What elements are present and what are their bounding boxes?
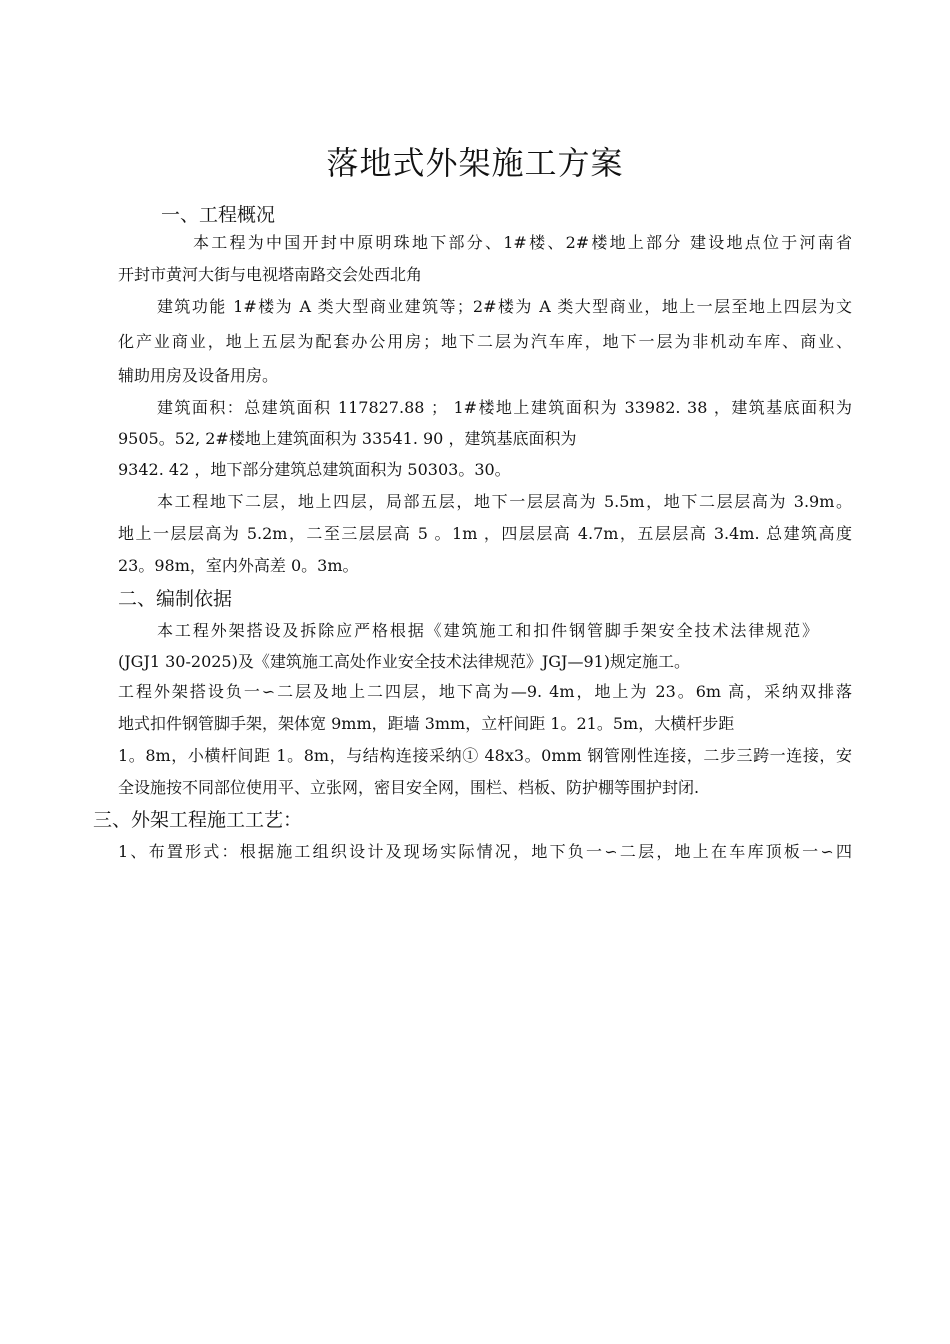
paragraph-line: 化产业商业，地上五层为配套办公用房；地下二层为汽车库，地下一层为非机动车库、商业、 xyxy=(118,332,852,351)
paragraph-line: 建筑功能 1#楼为 A 类大型商业建筑等；2#楼为 A 类大型商业，地上一层至地上四层为文 xyxy=(157,297,852,316)
section-heading-overview: 一、工程概况 xyxy=(161,204,276,226)
paragraph-line: 23。98m，室内外高差 0。3m。 xyxy=(118,556,359,575)
paragraph-line: 本工程为中国开封中原明珠地下部分、1#楼、2#楼地上部分 建设地点位于河南省 xyxy=(193,233,852,252)
paragraph-line: 9342. 42 ，地下部分建筑总建筑面积为 50303。30。 xyxy=(118,460,511,479)
paragraph-line: 9505。52, 2#楼地上建筑面积为 33541. 90 ，建筑基底面积为 xyxy=(118,429,577,448)
paragraph-line: 全设施按不同部位使用平、立张网，密目安全网，围栏、档板、防护棚等围护封闭. xyxy=(118,778,700,797)
paragraph-line: (JGJ1 30-2025)及《建筑施工高处作业安全技术法律规范》JGJ—91)规定施工。 xyxy=(118,652,691,671)
document-title: 落地式外架施工方案 xyxy=(326,144,624,182)
paragraph-line: 地上一层层高为 5.2m，二至三层层高 5 。1m ，四层层高 4.7m，五层层高 3.4m. 总建筑高度 xyxy=(118,524,852,543)
section-heading-basis: 二、编制依据 xyxy=(118,588,233,610)
paragraph-line: 辅助用房及设备用房。 xyxy=(118,366,279,385)
paragraph-line: 建筑面积：总建筑面积 117827.88 ； 1#楼地上建筑面积为 33982. 38 ，建筑基底面积为 xyxy=(157,398,852,417)
paragraph-line: 1。8m，小横杆间距 1。8m，与结构连接采纳① 48x3。0mm 钢管刚性连接，二步三跨一连接，安 xyxy=(118,746,852,765)
paragraph-line: 1、布置形式：根据施工组织设计及现场实际情况，地下负一∽二层，地上在车库顶板一∽四 xyxy=(118,842,852,861)
paragraph-line: 地式扣件钢管脚手架，架体宽 9mm，距墙 3mm，立杆间距 1。21。5m，大横杆步距 xyxy=(118,714,735,733)
paragraph-line: 开封市黄河大街与电视塔南路交会处西北角 xyxy=(118,265,423,284)
paragraph-line: 本工程外架搭设及拆除应严格根据《建筑施工和扣件钢管脚手架安全技术法律规范》 xyxy=(157,621,818,640)
section-heading-process: 三、外架工程施工工艺： xyxy=(93,809,303,831)
paragraph-line: 本工程地下二层，地上四层，局部五层，地下一层层高为 5.5m，地下二层层高为 3.9m。 xyxy=(157,492,852,511)
paragraph-line: 工程外架搭设负一∽二层及地上二四层，地下高为—9. 4m，地上为 23。6m 高，采纳双排落 xyxy=(118,682,852,701)
